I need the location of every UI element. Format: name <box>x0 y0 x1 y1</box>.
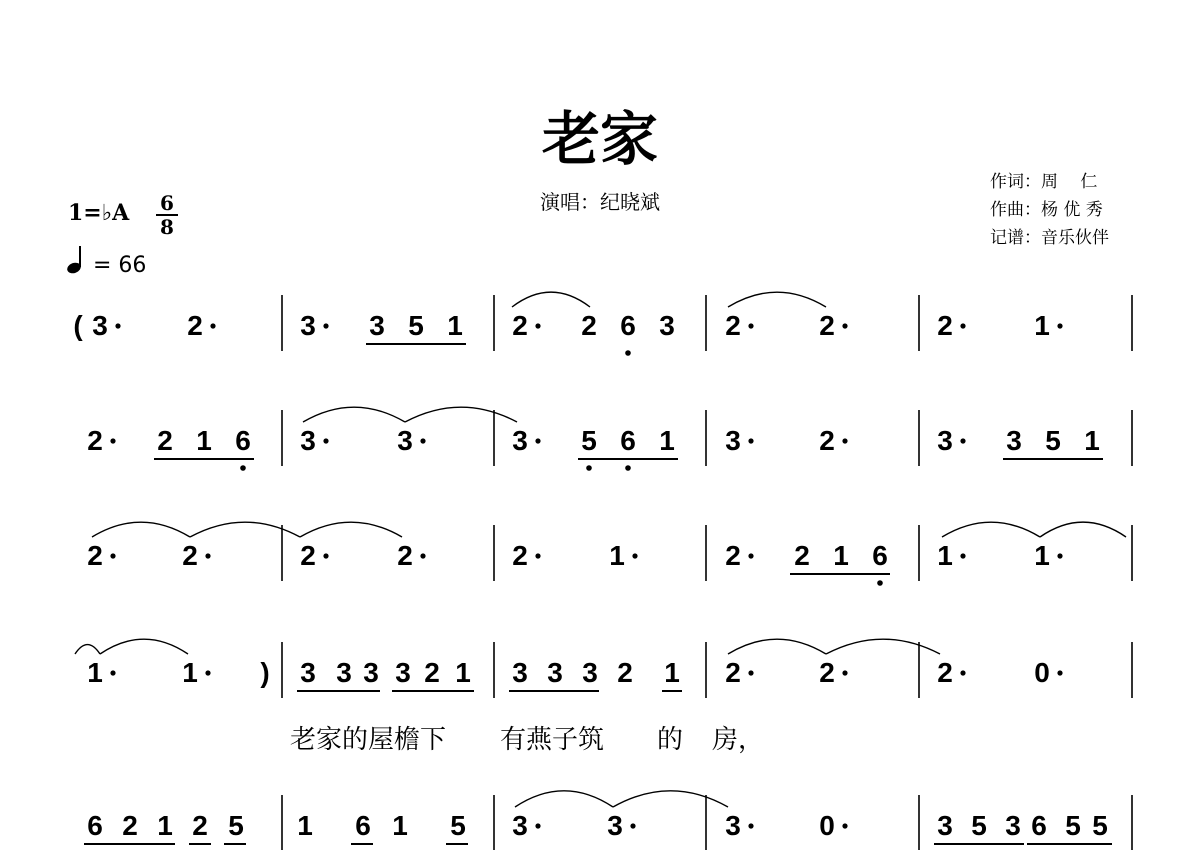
note-4-13: 1 <box>664 657 680 688</box>
augmentation-dot <box>748 823 753 828</box>
note-3-10: 6 <box>872 540 888 571</box>
note-1-1: 3 <box>92 310 108 341</box>
augmentation-dot <box>535 553 540 558</box>
augmentation-dot <box>110 670 115 675</box>
note-5-9: 5 <box>450 810 466 841</box>
note-4-16: 2 <box>937 657 953 688</box>
note-2-3: 1 <box>196 425 212 456</box>
note-3-8: 2 <box>794 540 810 571</box>
slur-tie <box>100 639 188 654</box>
time-signature-denominator: 8 <box>160 215 174 239</box>
augmentation-dot <box>842 670 847 675</box>
note-1-7: 2 <box>512 310 528 341</box>
note-1-11: 2 <box>725 310 741 341</box>
lyric-segment-3: 的 <box>657 725 684 755</box>
note-5-7: 6 <box>355 810 371 841</box>
augmentation-dot <box>535 323 540 328</box>
augmentation-dot <box>535 823 540 828</box>
augmentation-dot <box>1057 670 1062 675</box>
system-1 <box>73 292 1132 356</box>
note-5-17: 6 <box>1031 810 1047 841</box>
note-4-8: 1 <box>455 657 471 688</box>
note-1-4: 3 <box>369 310 385 341</box>
low-octave-dot <box>625 350 631 356</box>
note-3-9: 1 <box>833 540 849 571</box>
note-5-14: 3 <box>937 810 953 841</box>
singer-credit: 演唱：纪晓斌 <box>540 190 660 214</box>
note-3-2: 2 <box>182 540 198 571</box>
low-octave-dot <box>586 465 592 471</box>
low-octave-dot <box>625 465 631 471</box>
note-4-14: 2 <box>725 657 741 688</box>
note-5-11: 3 <box>607 810 623 841</box>
note-4-4: 3 <box>336 657 352 688</box>
note-4-17: 0 <box>1034 657 1050 688</box>
note-5-4: 2 <box>192 810 208 841</box>
augmentation-dot <box>1057 323 1062 328</box>
note-2-10: 1 <box>659 425 675 456</box>
song-title: 老家 <box>541 105 658 173</box>
note-3-6: 1 <box>609 540 625 571</box>
note-4-10: 3 <box>547 657 563 688</box>
augmentation-dot <box>205 553 210 558</box>
slur-tie <box>405 407 517 422</box>
note-2-11: 3 <box>725 425 741 456</box>
slur-tie <box>728 639 826 654</box>
augmentation-dot <box>842 323 847 328</box>
note-5-18: 5 <box>1065 810 1081 841</box>
lyric-segment-2: 有燕子筑 <box>500 725 605 755</box>
lyric-segment-1: 老家的屋檐下 <box>290 725 447 755</box>
lyric-segment-4: 房， <box>712 725 765 755</box>
note-4-5: 3 <box>363 657 379 688</box>
slur-tie <box>515 791 613 807</box>
note-5-1: 6 <box>87 810 103 841</box>
system-2 <box>87 407 1132 471</box>
transcriber-credit: 记谱：音乐伙伴 <box>990 228 1109 248</box>
note-1-6: 1 <box>447 310 463 341</box>
augmentation-dot <box>842 438 847 443</box>
note-5-19: 5 <box>1092 810 1108 841</box>
slur-tie <box>300 522 402 537</box>
augmentation-dot <box>323 438 328 443</box>
time-signature-numerator: 6 <box>160 191 174 215</box>
note-2-12: 2 <box>819 425 835 456</box>
augmentation-dot <box>205 670 210 675</box>
slur-tie <box>75 645 100 654</box>
augmentation-dot <box>420 438 425 443</box>
system-5 <box>84 791 1132 850</box>
slur-tie <box>728 292 826 307</box>
slur-tie <box>92 522 190 537</box>
augmentation-dot <box>420 553 425 558</box>
augmentation-dot <box>110 438 115 443</box>
augmentation-dot <box>960 323 965 328</box>
slur-tie <box>512 292 590 307</box>
augmentation-dot <box>748 438 753 443</box>
augmentation-dot <box>748 323 753 328</box>
note-4-12: 2 <box>617 657 633 688</box>
note-1-12: 2 <box>819 310 835 341</box>
slur-tie <box>1040 522 1126 537</box>
augmentation-dot <box>115 323 120 328</box>
note-3-11: 1 <box>937 540 953 571</box>
note-2-16: 1 <box>1084 425 1100 456</box>
note-2-14: 3 <box>1006 425 1022 456</box>
note-5-12: 3 <box>725 810 741 841</box>
note-3-7: 2 <box>725 540 741 571</box>
note-5-15: 5 <box>971 810 987 841</box>
note-1-3: 3 <box>300 310 316 341</box>
augmentation-dot <box>323 323 328 328</box>
key-signature: 1=♭A <box>68 200 130 226</box>
slur-tie <box>613 791 728 807</box>
note-5-13: 0 <box>819 810 835 841</box>
augmentation-dot <box>842 823 847 828</box>
note-4-9: 3 <box>512 657 528 688</box>
note-5-8: 1 <box>392 810 408 841</box>
augmentation-dot <box>748 670 753 675</box>
note-1-5: 5 <box>408 310 424 341</box>
note-3-3: 2 <box>300 540 316 571</box>
close-paren: ) <box>260 657 270 688</box>
note-1-14: 1 <box>1034 310 1050 341</box>
augmentation-dot <box>960 438 965 443</box>
note-4-6: 3 <box>395 657 411 688</box>
note-2-1: 2 <box>87 425 103 456</box>
note-5-16: 3 <box>1005 810 1021 841</box>
note-4-11: 3 <box>582 657 598 688</box>
composer-credit: 作曲：杨 优 秀 <box>990 200 1103 220</box>
note-5-3: 1 <box>157 810 173 841</box>
note-3-5: 2 <box>512 540 528 571</box>
augmentation-dot <box>323 553 328 558</box>
augmentation-dot <box>748 553 753 558</box>
lyricist-credit: 作词：周 仁 <box>990 172 1098 192</box>
slur-tie <box>190 522 300 537</box>
note-4-15: 2 <box>819 657 835 688</box>
augmentation-dot <box>630 823 635 828</box>
note-2-5: 3 <box>300 425 316 456</box>
augmentation-dot <box>535 438 540 443</box>
augmentation-dot <box>960 670 965 675</box>
note-3-12: 1 <box>1034 540 1050 571</box>
augmentation-dot <box>110 553 115 558</box>
system-3 <box>87 522 1132 586</box>
note-2-8: 5 <box>581 425 597 456</box>
note-1-13: 2 <box>937 310 953 341</box>
low-octave-dot <box>240 465 246 471</box>
note-2-4: 6 <box>235 425 251 456</box>
augmentation-dot <box>960 553 965 558</box>
note-4-3: 3 <box>300 657 316 688</box>
augmentation-dot <box>210 323 215 328</box>
note-2-7: 3 <box>512 425 528 456</box>
note-2-13: 3 <box>937 425 953 456</box>
system-4 <box>75 639 1132 755</box>
augmentation-dot <box>1057 553 1062 558</box>
note-1-2: 2 <box>187 310 203 341</box>
note-2-6: 3 <box>397 425 413 456</box>
note-1-10: 3 <box>659 310 675 341</box>
slur-tie <box>942 522 1040 537</box>
slur-tie <box>303 407 405 422</box>
note-5-10: 3 <box>512 810 528 841</box>
note-4-2: 1 <box>182 657 198 688</box>
note-3-4: 2 <box>397 540 413 571</box>
tempo-value: = 66 <box>93 253 147 278</box>
open-paren: ( <box>73 310 83 341</box>
note-2-15: 5 <box>1045 425 1061 456</box>
note-5-6: 1 <box>297 810 313 841</box>
low-octave-dot <box>877 580 883 586</box>
augmentation-dot <box>632 553 637 558</box>
note-5-5: 5 <box>228 810 244 841</box>
note-1-9: 6 <box>620 310 636 341</box>
note-5-2: 2 <box>122 810 138 841</box>
note-3-1: 2 <box>87 540 103 571</box>
note-2-2: 2 <box>157 425 173 456</box>
note-4-1: 1 <box>87 657 103 688</box>
note-1-8: 2 <box>581 310 597 341</box>
note-4-7: 2 <box>424 657 440 688</box>
note-2-9: 6 <box>620 425 636 456</box>
slur-tie <box>826 639 940 654</box>
